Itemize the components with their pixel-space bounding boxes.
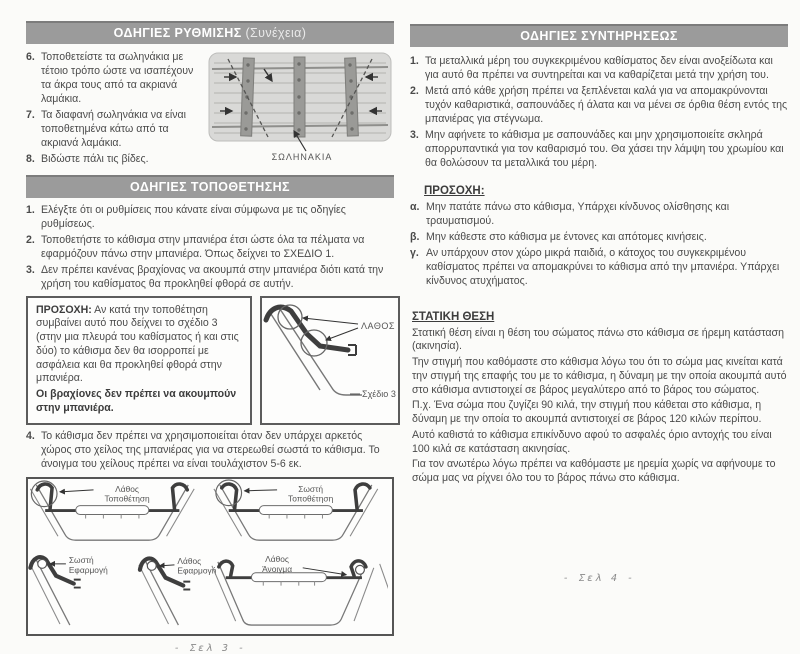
right-page-number: - Σελ 4 - <box>562 573 636 584</box>
list-item <box>410 85 788 127</box>
figure3-caption: Σχέδιο 3 <box>362 388 396 399</box>
static-position-heading: ΣΤΑΤΙΚΗ ΘΕΣΗ <box>412 310 495 323</box>
list-item <box>26 153 206 167</box>
item-text: Μην πατάτε πάνω στο κάθισμα, Υπάρχει κίνδυνος ολίσθησης και τραυματισμού. <box>426 200 730 227</box>
item-number: 1. <box>26 203 35 216</box>
item-text: Μετά από κάθε χρήση πρέπει να ξεπλένεται καλά για να απομακρύνονται τυχόν καθαριστικά, σαπουνάδες ή άλατα και να μένει σε όρθια θέση εντός της μπανιέρας για στέγνωμα. <box>425 84 788 125</box>
item-number: 3. <box>26 263 35 276</box>
caution-text: Αν κατά την τοποθέτηση συμβαίνει αυτό που δείχνει το σχέδιο 3 (στην μια πλευρά του καθίσματος ή και στις δύο) το κάθισμα δεν θα ισορροπεί με ασφάλεια και θα προκληθεί φθορά στην μπανιέρα. <box>36 303 239 385</box>
item-text: Δεν πρέπει κανένας βραχίονας να ακουμπά στην μπανιέρα διότι κατά την χρήση του καθίσματος θα προκληθεί φθορά σε αυτήν. <box>41 263 384 290</box>
item-text: Τοποθετήστε το κάθισμα στην μπανιέρα έτσι ώστε όλα τα πέλματα να εφαρμόζουν πάνω στην μπανιέρα. Όπως δείχνει το ΣΧΕΔΙΟ 1. <box>41 233 365 260</box>
paragraph: Για τον ανωτέρω λόγω πρέπει να καθόμαστε με ηρεμία χωρίς να αφήνουμε το σώμα μας να ρίχνει όλο του το βάρος πάνω στο κάθισμα. <box>412 458 776 485</box>
placement-diagram-box <box>26 477 394 636</box>
item-number: 6. <box>26 51 35 63</box>
list-item <box>26 264 394 292</box>
list-item <box>410 129 788 171</box>
item-text: Αν υπάρχουν στον χώρο μικρά παιδιά, ο κάτοχος του συγκεκριμένου καθίσματος πρέπει να απομακρύνει το κάθισμα από την μπανιέρα. Υπάρχει κίνδυνος ατυχήματος. <box>426 246 780 287</box>
section-title: ΟΔΗΓΙΕΣ ΣΥΝΤΗΡΗΣΕΩΣ <box>520 29 678 43</box>
item-number: 4. <box>26 429 35 442</box>
item-text: Τα μεταλλικά μέρη του συγκεκριμένου καθίσματος δεν είναι ανοξείδωτα και για αυτό θα πρέπει να συντηρείται και να καθαρίζεται μετά την χρήση του. <box>425 55 773 81</box>
adjustment-steps-list <box>26 51 206 169</box>
installation-step-4 <box>26 430 394 472</box>
right-page <box>410 0 788 584</box>
item-number: 2. <box>26 233 35 246</box>
list-item <box>410 247 788 289</box>
caution-box <box>26 296 252 425</box>
paragraph: Την στιγμή που καθόμαστε στο κάθισμα λόγω του ότι το σώμα μας κινείται κατά την στιγμή της επαφής του με το κάθισμα, η δύναμη με την οποία ακουμπά αυτό στο κάθισμα αντιστοιχεί σε βάρος μεγαλύτερο από το βάρος του σώματος. <box>412 356 787 396</box>
left-page-number: - Σελ 3 - <box>173 642 247 654</box>
caution-heading: ΠΡΟΣΟΧΗ: <box>424 184 485 197</box>
corner-wrong-fit <box>139 555 217 624</box>
list-item <box>26 51 206 107</box>
static-position-paragraphs <box>410 327 788 486</box>
section-title-suffix: (Συνέχεια) <box>245 26 307 40</box>
installation-steps-list <box>26 204 394 292</box>
caution-list <box>410 201 788 289</box>
tub-wrong-opening <box>212 553 388 624</box>
item-number: γ. <box>410 246 419 259</box>
list-item <box>26 234 394 262</box>
tub-right-placement <box>214 480 378 540</box>
wrong-contact-label: ΛΑΘΟΣ <box>361 320 395 331</box>
item-text: Μην κάθεστε στο κάθισμα με έντονες και απότομες κινήσεις. <box>426 230 707 243</box>
list-item <box>26 430 394 472</box>
right-placement-label-line1: Σωστή <box>298 483 324 494</box>
figure3-drawing <box>262 298 398 402</box>
right-placement-label-line2: Τοποθέτηση <box>288 493 334 504</box>
item-number: 8. <box>26 152 35 165</box>
list-item <box>26 204 394 232</box>
item-text: Βιδώστε πάλι τις βίδες. <box>41 152 149 165</box>
placement-diagram <box>28 479 388 629</box>
paragraph: Στατική θέση είναι η θέση του σώματος πάνω στο κάθισμα σε ήρεμη κατάσταση (ακινησία). <box>412 326 784 353</box>
wrong-opening-label-line1: Λάθος <box>265 553 289 564</box>
wrong-fit-label-line2: Εφαρμογή <box>177 565 217 576</box>
section-header-maintenance <box>410 24 788 47</box>
item-text: Τα διαφανή σωληνάκια να είναι τοποθετημένα κάτω από τα ακριανά λαμάκια. <box>41 108 187 149</box>
item-number: 1. <box>410 55 419 67</box>
item-number: α. <box>410 200 420 213</box>
section-header-adjustment <box>26 21 394 44</box>
list-item <box>410 55 788 83</box>
maintenance-list <box>410 55 788 171</box>
item-text: Τοποθετείστε τα σωληνάκια με τέτοιο τρόπο ώστε να ισαπέχουν τα άκρα τους από τα ακριανά λαμάκια. <box>41 51 194 105</box>
wrong-placement-label-line2: Τοποθέτηση <box>104 493 150 504</box>
paragraph: Π.χ. Ένα σώμα που ζυγίζει 90 κιλά, την στιγμή που κάθεται στο κάθισμα, η δύναμη με την οποία το ακουμπά αντιστοιχεί σε βάρος 120 κιλών περίπου. <box>412 399 762 426</box>
wrong-placement-label-line1: Λάθος <box>115 483 139 494</box>
section-header-installation <box>26 175 394 198</box>
right-fit-label-line2: Εφαρμογή <box>68 564 108 575</box>
section-title: ΟΔΗΓΙΕΣ ΡΥΘΜΙΣΗΣ <box>113 26 242 40</box>
figure3-box <box>260 296 400 425</box>
right-fit-label-line1: Σωστή <box>68 554 94 565</box>
item-number: 3. <box>410 128 419 141</box>
list-item <box>410 231 788 245</box>
wrong-fit-label-line1: Λάθος <box>177 555 202 566</box>
caution-bold-text: Οι βραχίονες δεν πρέπει να ακουμπούν στην μπανιέρα. <box>36 388 237 414</box>
seat-base-photo-figure <box>206 51 394 163</box>
list-item <box>410 201 788 229</box>
paragraph: Αυτό καθιστά το κάθισμα επικίνδυνο αφού το ασφαλές όριο αντοχής του είναι 100 κιλά σε κατάσταση ακινησίας. <box>412 428 772 455</box>
wrong-opening-label-line2: Άνοιγμα <box>262 563 293 574</box>
tub-wrong-placement <box>30 481 194 540</box>
item-number: 7. <box>26 108 35 121</box>
corner-right-fit <box>30 554 108 624</box>
caution-label: ΠΡΟΣΟΧΗ: <box>36 303 92 316</box>
item-text: Το κάθισμα δεν πρέπει να χρησιμοποιείται όταν δεν υπάρχει αρκετός χώρος στο χείλος της μπανιέρας για να στερεωθεί σωστά το κάθισμα. Το άνοιγμα του χείλους πρέπει να είναι τουλάχιστον 5-6 εκ. <box>41 429 380 470</box>
item-number: 2. <box>410 84 419 97</box>
left-page <box>26 0 394 654</box>
item-number: β. <box>410 230 420 243</box>
section-title: ΟΔΗΓΙΕΣ ΤΟΠΟΘΕΤΗΣΗΣ <box>130 179 290 194</box>
item-text: Ελέγξτε ότι οι ρυθμίσεις που κάνατε είναι σύμφωνα με τις οδηγίες ρυθμίσεως. <box>41 203 346 230</box>
list-item <box>26 109 206 151</box>
item-text: Μην αφήνετε το κάθισμα με σαπουνάδες και μην χρησιμοποιείτε σκληρά απορρυπαντικά για τον καθαρισμό του. Θα χάσει την λάμψη του χρωμίου και θα θολώσουν τα μεταλλικά του μέρη. <box>425 128 784 169</box>
tubes-label: ΣΩΛΗΝΑΚΙΑ <box>271 152 333 162</box>
